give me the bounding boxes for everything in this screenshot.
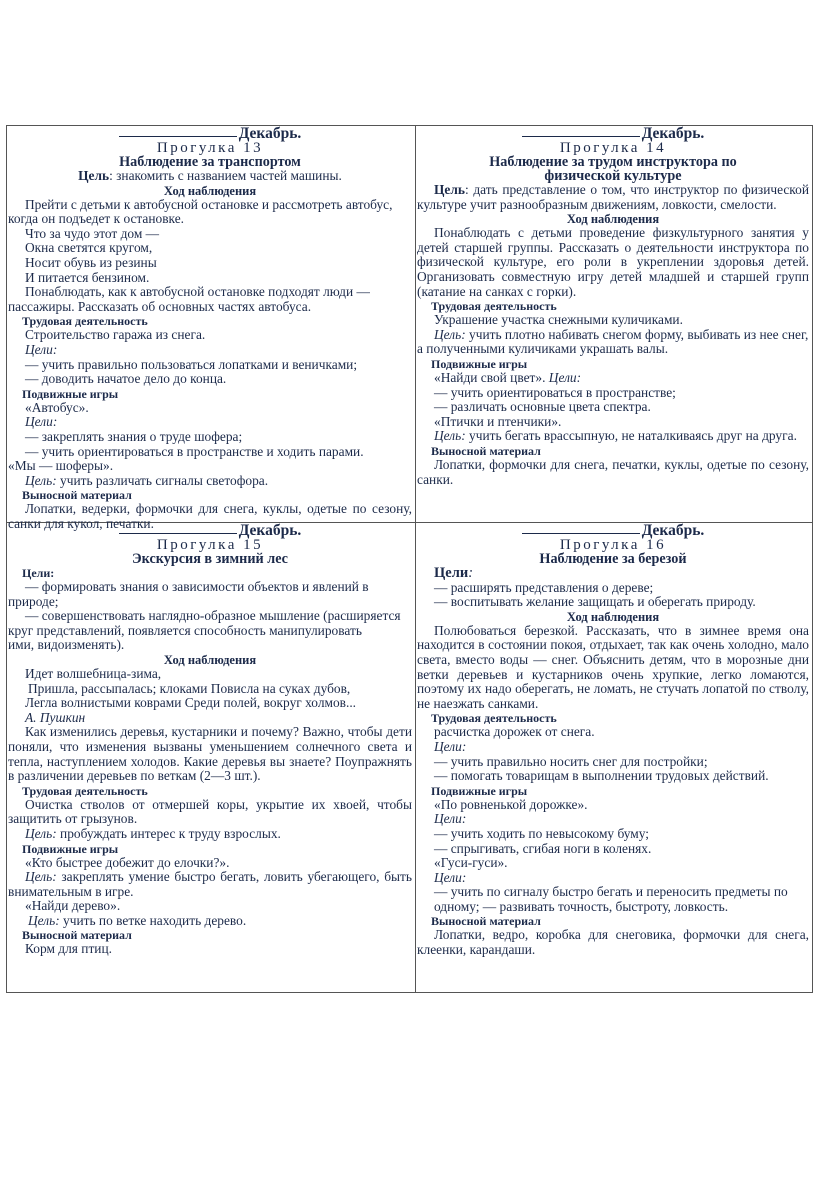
material-text: Лопатки, ведро, коробка для снеговика, формочки для снега, клеенки, карандаши. <box>417 927 809 958</box>
goal-item: — помогать товарищам в выполнении трудовых действий. <box>434 768 769 784</box>
observation-text: Прейти с детьми к автобусной остановке и рассмотреть автобус, когда он подъедет к остановке. <box>8 196 393 227</box>
goal-item: — учить ориентироваться в пространстве; <box>434 384 676 400</box>
labor-title: Трудовая деятельность <box>431 711 557 726</box>
walk-topic: Наблюдение за березой <box>539 551 687 567</box>
goal-item: — спрыгивать, сгибая ноги в коленях. <box>434 840 652 856</box>
goal-item: — доводить начатое дело до конца. <box>25 371 227 387</box>
walk-number: Прогулка 14 <box>559 140 667 156</box>
walk-card-16 <box>416 523 812 958</box>
walk-topic: Экскурсия в зимний лес <box>132 551 288 567</box>
goal-item: — формировать знания о зависимости объектов и явлений в природе; <box>8 579 369 609</box>
games-title: Подвижные игры <box>22 841 119 856</box>
walk-card-15 <box>7 523 415 957</box>
goal-item: — учить правильно пользоваться лопатками и веничками; <box>25 356 358 372</box>
material-text: Лопатки, формочки для снега, печатки, куклы, одетые по сезону, санки. <box>417 456 809 487</box>
game-name: «Птички и птенчики». <box>434 413 562 429</box>
poem-line: Легла волнистыми коврами Среди полей, вокруг холмов... <box>25 695 357 711</box>
labor-text: Украшение участка снежными куличиками. <box>434 312 683 328</box>
observation-title: Ход наблюдения <box>163 183 257 198</box>
month-heading: Декабрь. <box>8 126 412 141</box>
poem-line: Окна светятся кругом, <box>25 240 153 256</box>
walk-topic: Наблюдение за транспортом <box>119 154 301 170</box>
goals-label: Цели: <box>434 869 467 885</box>
goal-line: Цель: знакомить с названием частей машины. <box>78 168 342 183</box>
goal-line: Цель: учить по ветке находить дерево. <box>28 912 247 928</box>
observation-text: Полюбоваться березкой. Рассказать, что в зимнее время она находится в состоянии покоя, отдыхает, так как очень холодно, мало света, вместо воды — снег. Объяснить детям, что в морозные дни ветки деревьев и кустарников очень хрупкие, легко ломаются, поэтому их надо оберегать, не ломать, не стучать лопатой по стволу, не наезжать санками. <box>417 622 809 711</box>
material-title: Выносной материал <box>22 928 132 943</box>
month-heading: Декабрь. <box>417 126 809 141</box>
labor-text: Строительство гаража из снега. <box>25 327 206 343</box>
poem-line: И питается бензином. <box>25 269 150 285</box>
goal-item: — воспитывать желание защищать и оберегать природу. <box>434 594 756 610</box>
labor-title: Трудовая деятельность <box>22 783 148 798</box>
goal-item: — совершенствовать наглядно-образное мышление (расширяется <box>25 608 401 624</box>
goal-item: — учить ориентироваться в пространстве и ходить парами. <box>25 443 364 459</box>
material-text: Корм для птиц. <box>25 941 112 957</box>
month-heading: Декабрь. <box>417 523 809 538</box>
goal-item: — различать основные цвета спектра. <box>434 399 651 415</box>
game-name: «По ровненькой дорожке». <box>434 796 588 812</box>
goals-label: Цели: <box>434 811 467 827</box>
walk-card-14 <box>416 126 812 487</box>
goal-line: Цель: учить различать сигналы светофора. <box>25 472 269 488</box>
games-title: Подвижные игры <box>22 386 119 401</box>
goal-item: — закреплять знания о труде шофера; <box>25 428 243 444</box>
poem-line: Идет волшебница-зима, <box>25 665 162 681</box>
walk-number: Прогулка 13 <box>156 140 264 156</box>
walk-topic: Наблюдение за трудом инструктора по физической культуре <box>489 154 737 184</box>
goal-line: Цель: пробуждать интерес к труду взрослых. <box>25 825 281 841</box>
goal-item: ими, видоизменять). <box>8 637 125 653</box>
labor-title: Трудовая деятельность <box>431 299 557 314</box>
goals-label: Цели: <box>22 566 55 580</box>
observation-text: Понаблюдать, как к автобусной остановке подходят люди — пассажиры. Рассказать об основных частях автобуса. <box>8 284 370 314</box>
goal-line: Цель: учить бегать врассыпную, не наталкиваясь друг на друга. <box>434 428 797 444</box>
goal-item: — учить правильно носить снег для постройки; <box>434 753 708 769</box>
goal-item: — учить по сигналу быстро бегать и переносить предметы по <box>434 884 788 900</box>
observation-text: Понаблюдать с детьми проведение физкультурного занятия у детей старшей группы. Рассказать о деятельности инструктора по физической культуре, его роли в укреплении здоровья детей. Организовать совместную игру детей младшей и старшей групп (катание на санках с горки). <box>417 225 809 299</box>
goals-label: Цели: <box>434 565 474 581</box>
goal-item: одному; — развивать точность, быстроту, ловкость. <box>434 898 729 914</box>
poem-line: Носит обувь из резины <box>25 254 157 270</box>
walk-number: Прогулка 16 <box>559 537 667 553</box>
game-name: «Кто быстрее добежит до елочки?». <box>25 854 230 870</box>
goal-item: — расширять представления о дереве; <box>434 579 654 595</box>
labor-title: Трудовая деятельность <box>22 314 148 329</box>
game-name: «Найди дерево». <box>25 898 121 914</box>
observation-title: Ход наблюдения <box>566 609 660 624</box>
goal-item: круг представлений, появляется способность манипулировать <box>8 622 362 638</box>
walk-card-13 <box>7 126 415 531</box>
labor-text: Очистка стволов от отмершей коры, укрытие их хвоей, чтобы защитить от грызунов. <box>8 796 412 827</box>
poem-line: Что за чудо этот дом — <box>25 225 160 241</box>
month-heading: Декабрь. <box>8 523 412 538</box>
material-text: Лопатки, ведерки, формочки для снега, куклы, одетые по сезону, санки для кукол, печатки. <box>8 501 412 531</box>
labor-text: расчистка дорожек от снега. <box>434 724 595 740</box>
game-name: «Мы — шоферы». <box>8 458 114 474</box>
game-name: «Автобус». <box>25 399 89 415</box>
game-name: «Найди свой цвет». Цели: <box>434 369 582 385</box>
observation-text: Как изменились деревья, кустарники и почему? Важно, чтобы дети поняли, что изменения вызваны уменьшением солнечного света и тепла, наступлением холодов. Какие деревья вы знаете? Поупражнять в различении деревьев по веткам (2—3 шт.). <box>8 724 412 784</box>
poem-author: А. Пушкин <box>25 709 86 725</box>
games-title: Подвижные игры <box>431 356 528 371</box>
material-title: Выносной материал <box>22 488 132 503</box>
games-title: Подвижные игры <box>431 783 528 798</box>
material-title: Выносной материал <box>431 443 541 458</box>
goal-line: Цель: учить плотно набивать снегом форму, выбивать из нее снег, а полученными куличиками украшать валы. <box>417 326 809 357</box>
goals-label: Цели: <box>25 341 58 357</box>
goals-label: Цели: <box>25 414 58 430</box>
observation-title: Ход наблюдения <box>566 212 660 227</box>
observation-title: Ход наблюдения <box>163 652 257 667</box>
material-title: Выносной материал <box>431 914 541 929</box>
goals-label: Цели: <box>434 738 467 754</box>
game-name: «Гуси-гуси». <box>434 855 508 871</box>
walks-table <box>6 125 813 993</box>
walk-number: Прогулка 15 <box>156 537 264 553</box>
goal-line: Цель: закреплять умение быстро бегать, ловить убегающего, быть внимательным в игре. <box>8 869 412 899</box>
goal-line: Цель: дать представление о том, что инструктор по физической культуре учит разнообразным движениям, ловкости, смелости. <box>417 182 809 212</box>
goal-item: — учить ходить по невысокому буму; <box>434 825 650 841</box>
poem-line: Пришла, рассыпалась; клоками Повисла на суках дубов, <box>28 680 351 696</box>
